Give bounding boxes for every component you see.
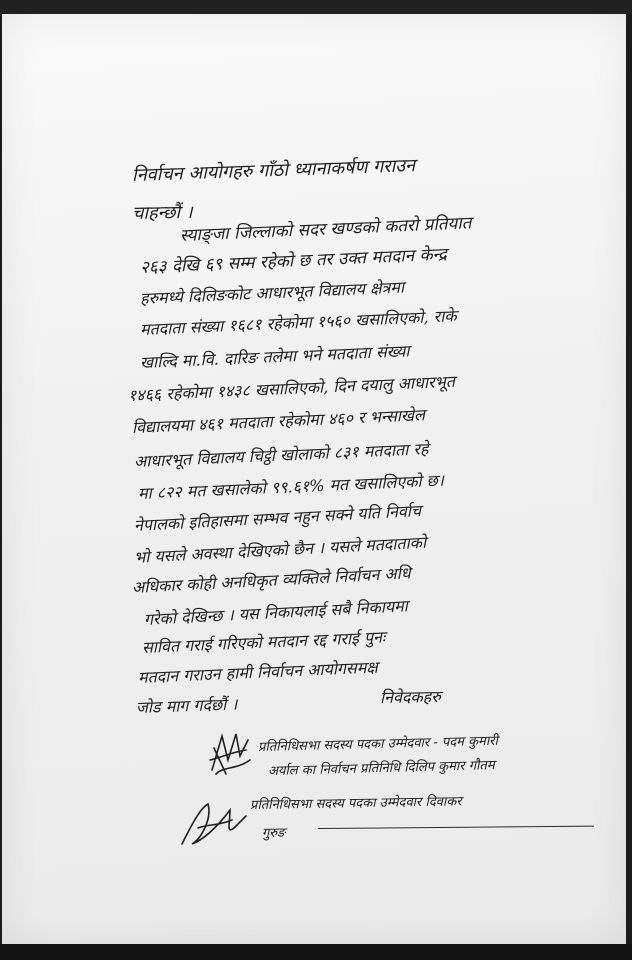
body-line: अधिकार कोही अनधिकृत व्यक्तिले निर्वाचन अधि <box>131 563 412 597</box>
body-line: सावित गराई गरिएको मतदान रद्द गराई पुनः <box>141 627 386 657</box>
body-line: खाल्दि मा.वि. दारिङ तलेमा भने मतदाता संख्या <box>139 341 410 372</box>
body-line: मा ८२२ मत खसालेको ९९.६१% मत खसालिएको छ। <box>137 470 445 503</box>
closing-label: निवेदकहरु <box>379 686 441 707</box>
body-line: मतदाता संख्या १६८१ रहेकोमा १५६० खसालिएको, राके <box>139 306 457 339</box>
body-line: भो यसले अवस्था देखिएको छैन । यसले मतदाताको <box>133 532 427 567</box>
signatory-name: गुरुङ <box>261 825 286 841</box>
signature-line <box>318 826 594 829</box>
body-line: जोड माग गर्दछौं । <box>135 694 238 717</box>
signatory-line: प्रतिनिधिसभा सदस्य पदका उम्मेदवार - पदम कुमारी <box>257 733 499 755</box>
body-line: स्याङ्जा जिल्लाको सदर खण्डको कतरो प्रतियात <box>179 213 472 246</box>
body-line: गरेको देखिन्छ । यस निकायलाई सबै निकायमा <box>143 596 409 629</box>
signature-scribble-icon <box>178 798 250 850</box>
body-line: निर्वाचन आयोगहरु गाँठो ध्यानाकर्षण गराउन <box>131 155 416 186</box>
body-line: हरुमध्ये दिलिङकोट आधारभूत विद्यालय क्षेत्रमा <box>139 277 405 308</box>
body-line: नेपालको इतिहासमा सम्भव नहुन सक्ने यति निर्वाच <box>133 500 422 535</box>
body-line: २६३ देखि ६९ सम्म रहेको छ तर उक्त मतदान केन्द्र <box>139 244 448 278</box>
body-line: चाहन्छौं । <box>131 201 193 224</box>
signature-scribble-icon <box>206 730 254 776</box>
body-line: मतदान गराउन हामी निर्वाचन आयोगसमक्ष <box>137 657 379 687</box>
body-line: आधारभूत विद्यालय चिट्ठी खोलाको ८३१ मतदाता रहे <box>133 439 429 471</box>
signatory-line: प्रतिनिधिसभा सदस्य पदका उम्मेदवार दिवाकर <box>249 794 462 813</box>
signatory-line: अर्याल का निर्वाचन प्रतिनिधि दिलिप कुमार गौतम <box>267 758 495 779</box>
body-line: विद्यालयमा ४६१ मतदाता रहेकोमा ४६० र भन्साखेल <box>131 405 426 437</box>
body-line: १४६६ रहेकोमा १४३८ खसालिएको, दिन दयालु आधारभूत <box>127 371 456 405</box>
